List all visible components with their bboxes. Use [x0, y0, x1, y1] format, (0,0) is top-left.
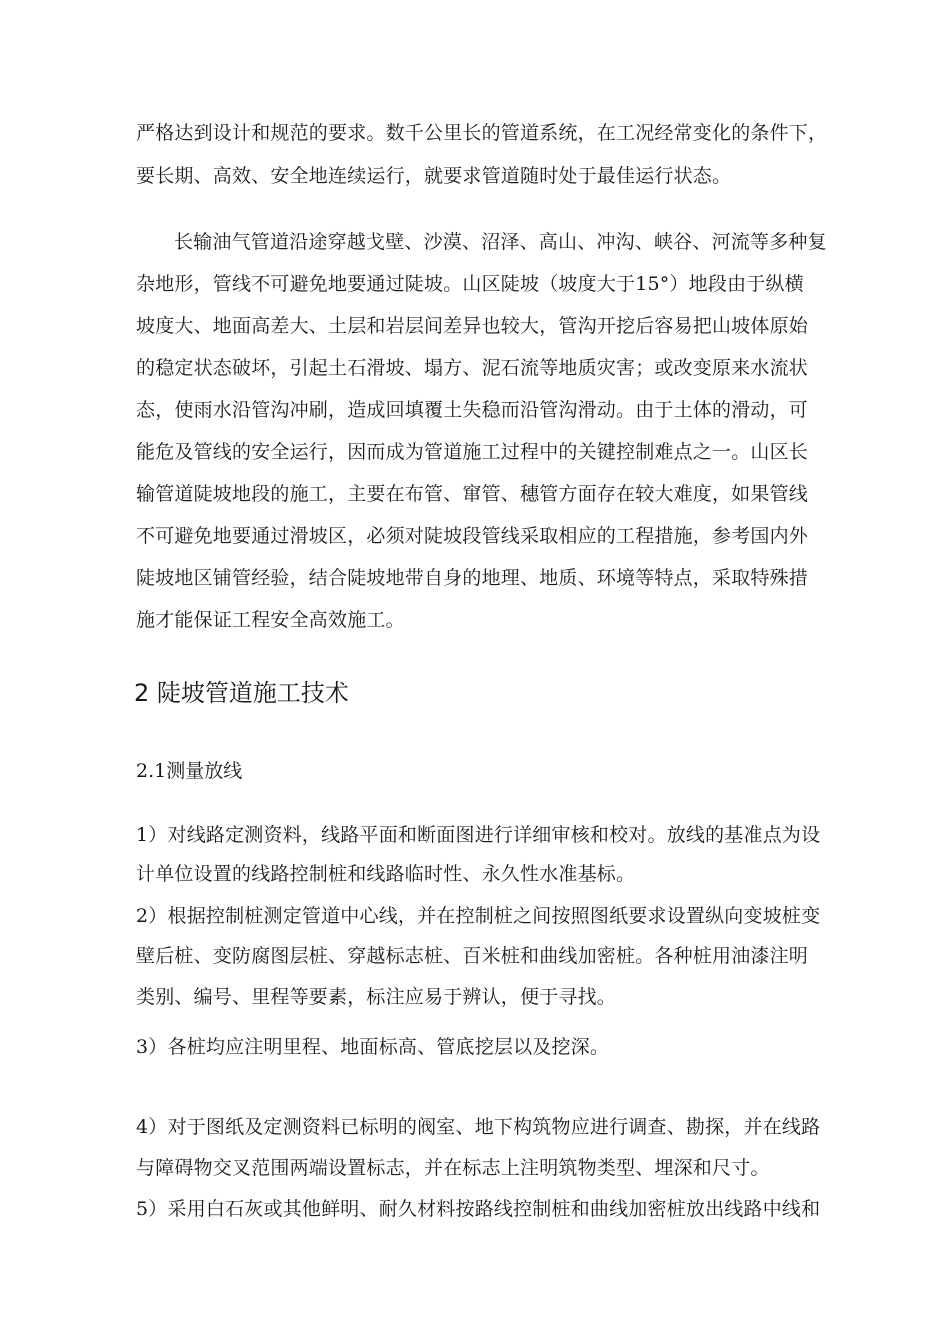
- section-heading-2: 2 陡坡管道施工技术: [134, 679, 349, 707]
- paragraph1-line-1: 严格达到设计和规范的要求。数千公里长的管道系统，在工况经常变化的条件下，: [136, 122, 828, 144]
- paragraph2-line-2: 杂地形，管线不可避免地要通过陡坡。山区陡坡（坡度大于15°）地段由于纵横: [136, 273, 804, 295]
- paragraph2-line-4: 的稳定状态破坏，引起土石滑坡、塌方、泥石流等地质灾害；或改变原来水流状: [136, 357, 809, 379]
- item5-line-1: 5）采用白石灰或其他鲜明、耐久材料按路线控制桩和曲线加密桩放出线路中线和: [136, 1198, 821, 1220]
- paragraph2-line-10: 施才能保证工程安全高效施工。: [136, 609, 405, 631]
- paragraph2-line-5: 态，使雨水沿管沟冲刷，造成回填覆土失稳而沿管沟滑动。由于土体的滑动，可: [136, 399, 809, 421]
- item2-line-2: 壁后桩、变防腐图层桩、穿越标志桩、百米桩和曲线加密桩。各种桩用油漆注明: [136, 945, 809, 967]
- paragraph2-line-3: 坡度大、地面高差大、土层和岩层间差异也较大，管沟开挖后容易把山坡体原始: [136, 315, 809, 337]
- item2-line-1: 2）根据控制桩测定管道中心线，并在控制桩之间按照图纸要求设置纵向变坡桩变: [136, 905, 821, 927]
- paragraph2-line-1: 长输油气管道沿途穿越戈壁、沙漠、沼泽、高山、冲沟、峡谷、河流等多种复: [174, 231, 827, 253]
- paragraph2-line-9: 陡坡地区铺管经验，结合陡坡地带自身的地理、地质、环境等特点，采取特殊措: [136, 567, 809, 589]
- paragraph2-line-7: 输管道陡坡地段的施工，主要在布管、窜管、穗管方面存在较大难度，如果管线: [136, 483, 809, 505]
- paragraph2-line-8: 不可避免地要通过滑坡区，必须对陡坡段管线采取相应的工程措施，参考国内外: [136, 525, 809, 547]
- item1-line-1: 1）对线路定测资料，线路平面和断面图进行详细审核和校对。放线的基准点为设: [136, 824, 821, 846]
- paragraph2-line-6: 能危及管线的安全运行，因而成为管道施工过程中的关键控制难点之一。山区长: [136, 441, 809, 463]
- paragraph1-line-2: 要长期、高效、安全地连续运行，就要求管道随时处于最佳运行状态。: [136, 165, 732, 187]
- item1-line-2: 计单位设置的线路控制桩和线路临时性、永久性水准基标。: [136, 863, 636, 885]
- item4-line-1: 4）对于图纸及定测资料已标明的阀室、地下构筑物应进行调查、勘探，并在线路: [136, 1116, 821, 1138]
- item4-line-2: 与障碍物交叉范围两端设置标志，并在标志上注明筑物类型、埋深和尺寸。: [136, 1157, 770, 1179]
- item3-line-1: 3）各桩均应注明里程、地面标高、管底挖层以及挖深。: [136, 1036, 610, 1058]
- item2-line-3: 类别、编号、里程等要素，标注应易于辨认，便于寻找。: [136, 986, 617, 1008]
- subsection-heading-2-1: 2.1测量放线: [136, 760, 243, 782]
